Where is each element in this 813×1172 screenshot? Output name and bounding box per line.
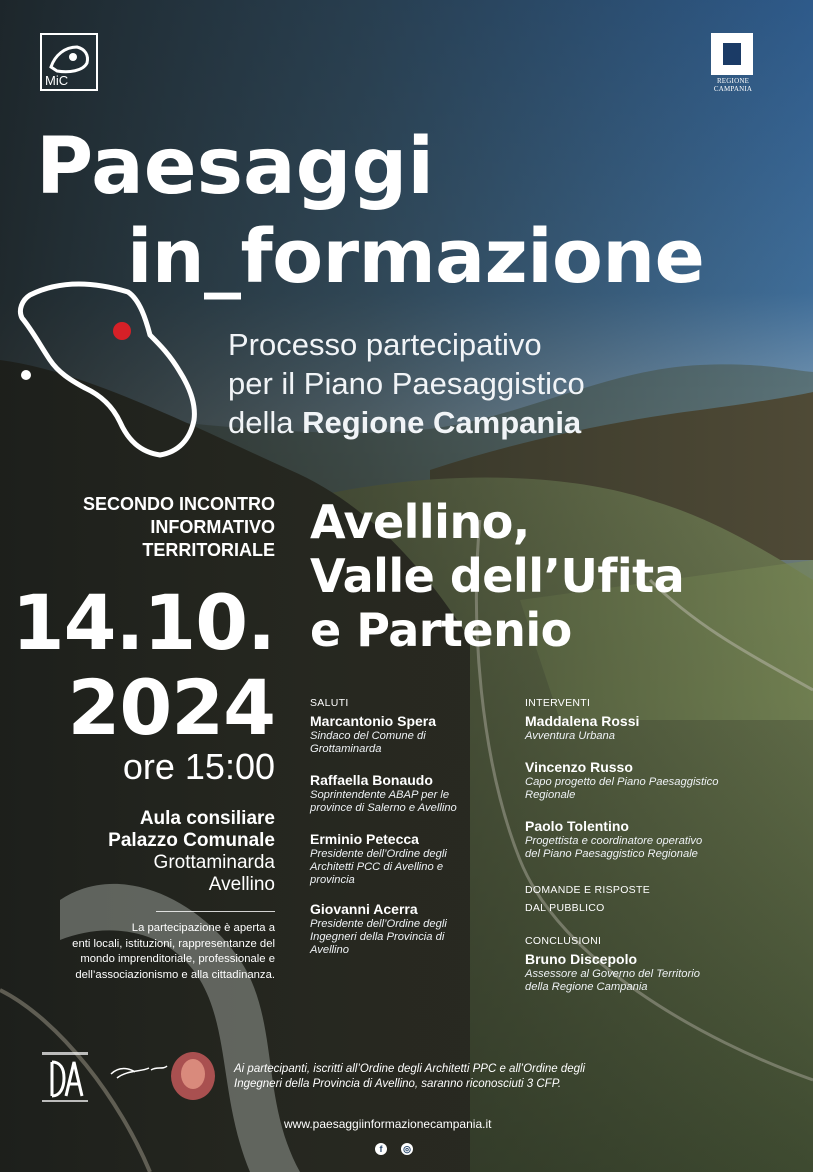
interventi-column xyxy=(525,696,765,994)
speaker-role: Progettista e coordinatore operativo xyxy=(525,835,703,847)
mic-label: MiC xyxy=(45,73,69,88)
event-date-day-month: 14.10. xyxy=(11,578,275,667)
speaker-role: Sindaco del Comune di xyxy=(310,730,426,742)
participation-line2: enti locali, istituzioni, rappresentanze del xyxy=(72,937,275,950)
venue-line1: Aula consiliare xyxy=(139,808,275,829)
speaker-role: Regionale xyxy=(525,789,576,801)
speaker-name: Bruno Discepolo xyxy=(525,951,638,967)
speaker-role: della Regione Campania xyxy=(525,981,648,993)
speaker-role: Architetti PCC di Avellino e xyxy=(310,861,444,873)
speaker-role: Assessore al Governo del Territorio xyxy=(525,968,700,980)
cfp-line2: Ingegneri della Provincia di Avellino, saranno riconosciuti 3 CFP. xyxy=(234,1078,562,1090)
saluti-column xyxy=(310,696,500,970)
interventi-label: INTERVENTI xyxy=(525,697,591,709)
speaker-entry xyxy=(525,818,765,861)
speaker-role: Avellino xyxy=(310,944,349,956)
qa-line1: DOMANDE E RISPOSTE xyxy=(525,884,651,896)
title-line2: in_formazione xyxy=(127,214,705,300)
subtitle-line2: per il Piano Paesaggistico xyxy=(228,366,585,401)
divider xyxy=(156,911,275,912)
location-headline xyxy=(310,495,684,657)
speaker-entry xyxy=(310,901,500,957)
cfp-line1: Ai partecipanti, iscritti all’Ordine degli Architetti PPC e all’Ordine degli xyxy=(234,1063,586,1075)
venue-line2: Palazzo Comunale xyxy=(108,830,275,851)
mic-logo xyxy=(40,33,98,91)
speaker-entry xyxy=(525,713,765,743)
event-venue xyxy=(108,808,275,896)
speaker-role: Avventura Urbana xyxy=(525,730,615,742)
participation-line1: La partecipazione è aperta a xyxy=(131,922,275,934)
speaker-role: province di Salerno e Avellino xyxy=(310,802,457,814)
speaker-role: Presidente dell’Ordine degli xyxy=(310,848,447,860)
speaker-entry xyxy=(310,831,500,887)
qa-line2: DAL PUBBLICO xyxy=(525,902,605,914)
speaker-role: Ingegneri della Provincia di xyxy=(310,931,445,943)
event-date-year: 2024 xyxy=(67,663,275,752)
leonardo-logo xyxy=(107,1048,217,1104)
speaker-name: Raffaella Bonaudo xyxy=(310,772,433,788)
facebook-icon[interactable]: f xyxy=(375,1143,387,1155)
speaker-entry xyxy=(525,759,765,802)
speaker-role: Capo progetto del Piano Paesaggistico xyxy=(525,776,719,788)
social-links xyxy=(375,1137,427,1156)
location-line2: Valle dell’Ufita xyxy=(310,549,685,603)
speaker-name: Giovanni Acerra xyxy=(310,901,418,917)
subtitle-line3-prefix: della xyxy=(228,405,303,440)
qa-block xyxy=(525,883,765,915)
cfp-note xyxy=(234,1062,614,1092)
regione-label: REGIONE CAMPANIA xyxy=(713,77,753,93)
instagram-icon[interactable]: ◎ xyxy=(401,1143,413,1155)
venue-line3: Grottaminarda xyxy=(153,852,275,873)
participation-line4: dell’associazionismo e alla cittadinanza. xyxy=(75,968,275,981)
speaker-name: Marcantonio Spera xyxy=(310,713,437,729)
speaker-role: Soprintendente ABAP per le xyxy=(310,789,450,801)
subtitle xyxy=(228,325,585,442)
regione-campania-logo xyxy=(703,33,761,91)
location-line1: Avellino, xyxy=(310,495,530,549)
speaker-role: del Piano Paesaggistico Regionale xyxy=(525,848,698,860)
conclusioni-block xyxy=(525,934,765,994)
incontro-line1: SECONDO INCONTRO xyxy=(82,494,275,514)
speaker-name: Vincenzo Russo xyxy=(525,759,633,775)
participation-note xyxy=(35,921,275,983)
incontro-line2: INFORMATIVO xyxy=(150,517,275,537)
regione-shield-icon xyxy=(711,33,753,75)
subtitle-line3-bold: Regione Campania xyxy=(302,405,582,440)
speaker-name: Erminio Petecca xyxy=(310,831,419,847)
ordine-architetti-logo xyxy=(40,1050,90,1104)
title-line1: Paesaggi xyxy=(36,122,435,212)
conclusioni-label: CONCLUSIONI xyxy=(525,935,602,947)
mic-emblem-icon xyxy=(43,37,97,77)
speaker-entry xyxy=(310,713,500,756)
participation-line3: mondo imprenditoriale, professionale e xyxy=(80,953,275,965)
speaker-name: Maddalena Rossi xyxy=(525,713,640,729)
event-time: ore 15:00 xyxy=(122,746,275,787)
saluti-label: SALUTI xyxy=(310,697,349,709)
speaker-role: Grottaminarda xyxy=(310,743,382,755)
leonardo-emblem-icon xyxy=(107,1048,217,1104)
incontro-label xyxy=(83,493,275,562)
website-link[interactable]: www.paesaggiinformazionecampania.it xyxy=(284,1117,492,1131)
speaker-entry xyxy=(310,772,500,815)
subtitle-line3 xyxy=(228,403,585,442)
ordine-architetti-emblem-icon xyxy=(40,1050,90,1104)
speaker-name: Paolo Tolentino xyxy=(525,818,629,834)
venue-line4: Avellino xyxy=(208,874,275,895)
speaker-role: provincia xyxy=(310,874,355,886)
location-line3: e Partenio xyxy=(310,603,572,657)
incontro-line3: TERRITORIALE xyxy=(142,540,275,560)
speaker-role: Presidente dell’Ordine degli xyxy=(310,918,447,930)
subtitle-line1: Processo partecipativo xyxy=(228,327,542,362)
